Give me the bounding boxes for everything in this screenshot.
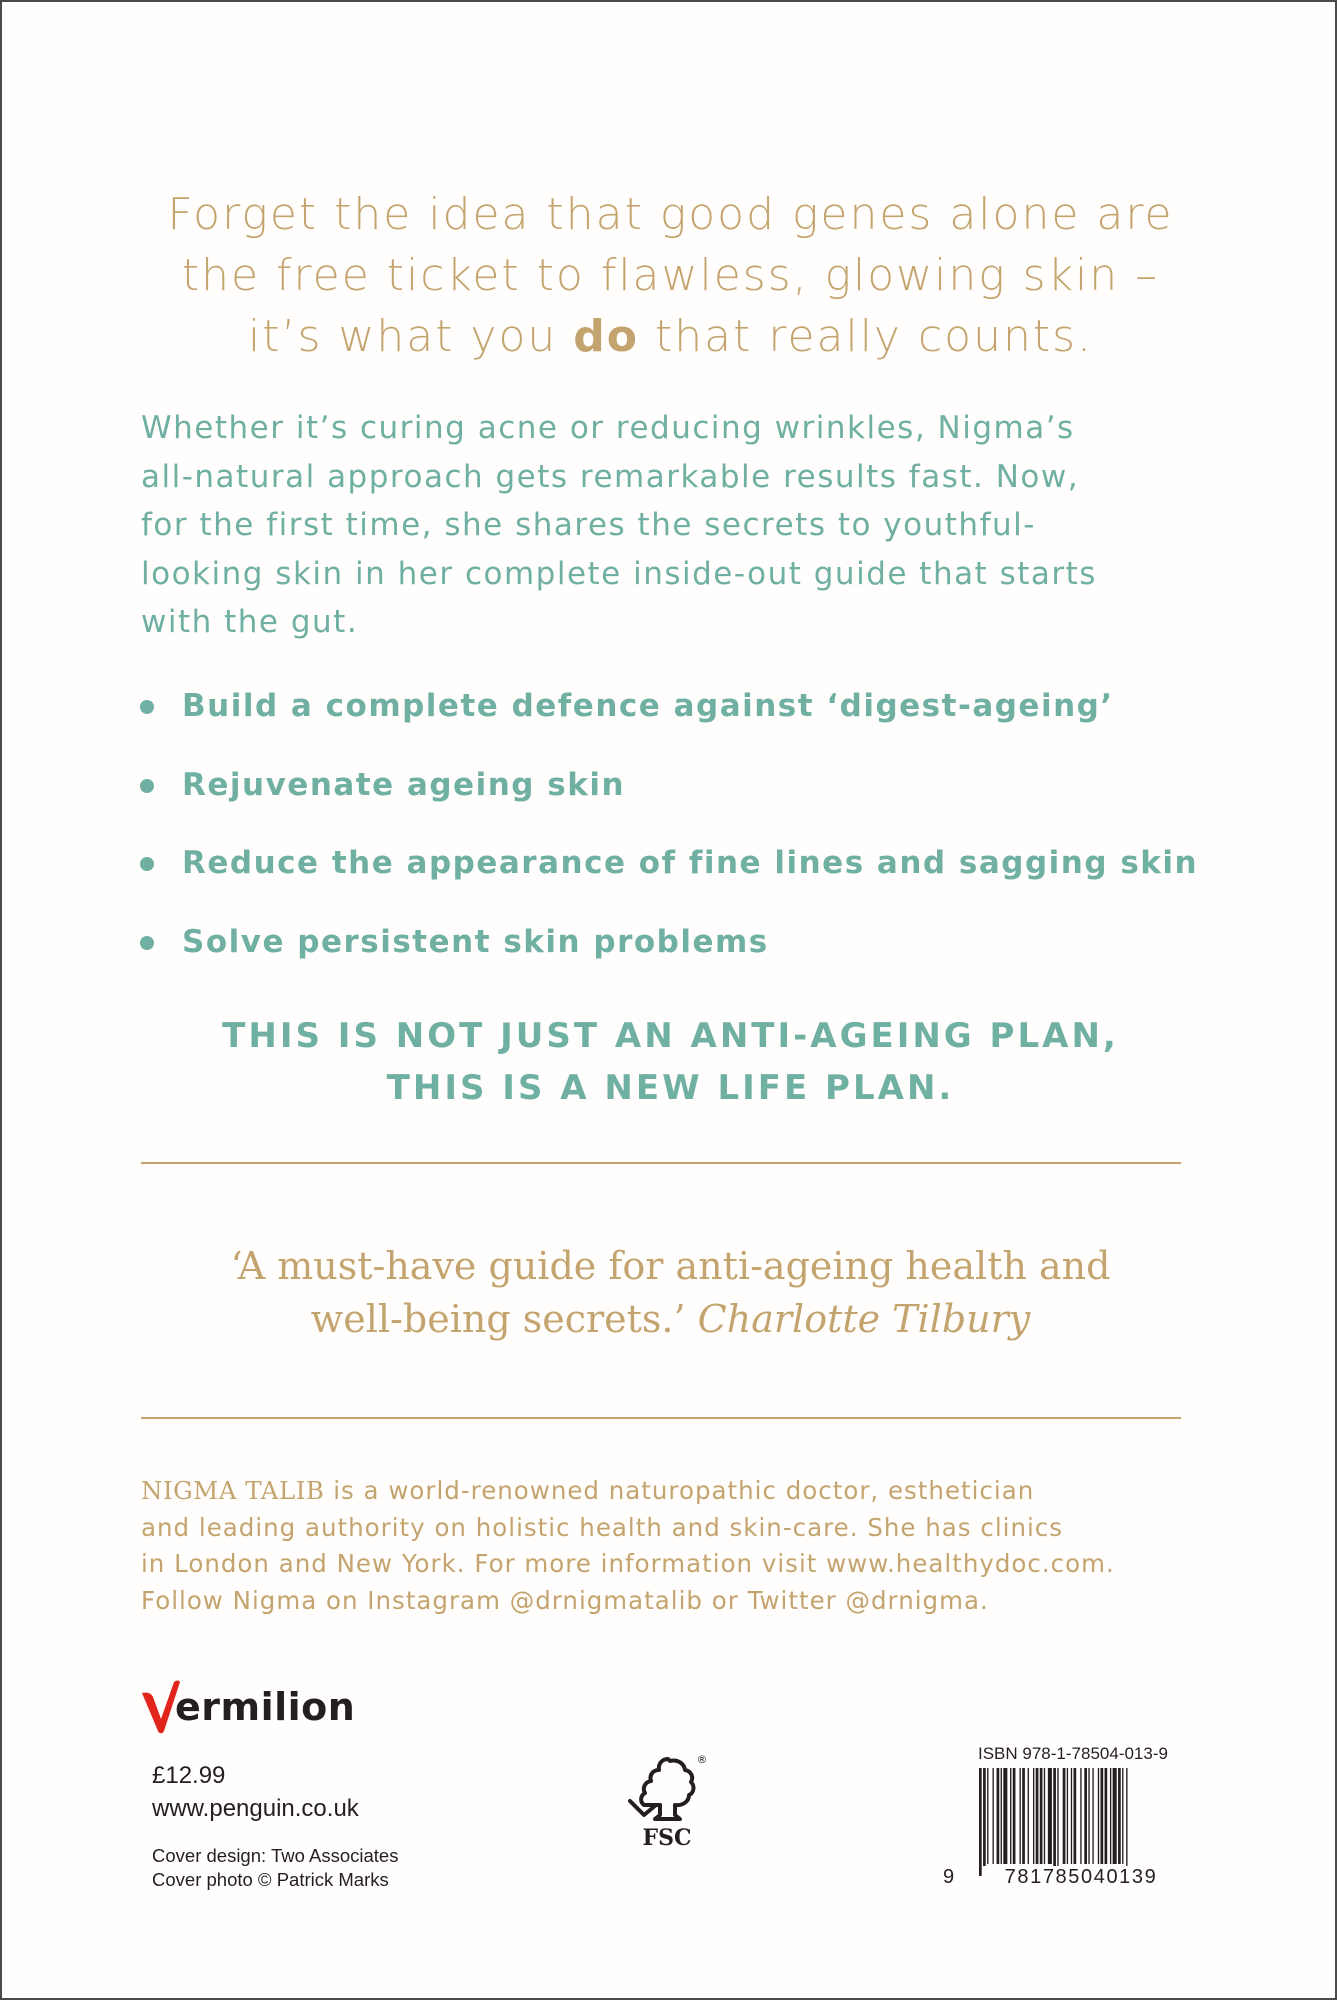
bio-line-4: Follow Nigma on Instagram @drnigmatalib or Twitter @drnigma.: [141, 1585, 989, 1615]
price-block: [152, 1759, 359, 1825]
endorsement-quote: [102, 1240, 1239, 1346]
headline-line-2: the free ticket to flawless, glowing skin –: [181, 250, 1160, 301]
price: £12.99: [152, 1762, 226, 1789]
benefit-item: [136, 914, 1266, 993]
barcode-bar: [987, 1768, 988, 1864]
quote-line-2: [102, 1293, 1239, 1346]
fsc-logo: [622, 1749, 712, 1849]
tagline-line-1: THIS IS NOT JUST AN ANTI-AGEING PLAN,: [222, 1016, 1119, 1056]
fsc-label: FSC: [642, 1825, 692, 1849]
barcode-bar: [1084, 1768, 1087, 1864]
barcode-bar: [1057, 1768, 1058, 1876]
barcode-bar: [1028, 1768, 1029, 1864]
barcode-bar: [1110, 1768, 1111, 1864]
benefit-text: Rejuvenate ageing skin: [182, 766, 626, 803]
barcode-bar: [1092, 1768, 1093, 1864]
bullet-dot-icon: [140, 700, 154, 714]
barcode-icon: [978, 1768, 1182, 1876]
barcode-bar: [1067, 1768, 1068, 1864]
benefit-item: [136, 757, 1266, 836]
bullet-dot-icon: [140, 936, 154, 950]
author-name: NIGMA TALIB: [141, 1476, 325, 1505]
divider-bottom: [141, 1417, 1181, 1419]
barcode-bar: [1098, 1768, 1099, 1864]
barcode-digits: 781785040139: [982, 1866, 1180, 1888]
barcode-bar: [1044, 1768, 1045, 1864]
benefit-item: [136, 835, 1266, 914]
fsc-tree-logo-icon: [622, 1749, 712, 1849]
quote-attribution: Charlotte Tilbury: [697, 1297, 1031, 1341]
cover-photo-credit: Cover photo © Patrick Marks: [152, 1869, 389, 1890]
headline-line-3-start: it’s what you: [247, 311, 574, 362]
barcode-bar: [1033, 1768, 1034, 1864]
barcode-bar: [1013, 1768, 1016, 1864]
barcode-bar: [1080, 1768, 1081, 1864]
barcode-bar: [1048, 1768, 1052, 1864]
barcode-bar: [1020, 1768, 1021, 1864]
benefit-list: [136, 678, 1266, 992]
barcode-bar: [1003, 1768, 1007, 1864]
barcode-bar: [997, 1768, 1000, 1864]
barcode-bar: [1118, 1768, 1121, 1864]
benefit-text: Solve persistent skin problems: [182, 923, 769, 960]
barcode-bar: [1113, 1768, 1117, 1864]
fsc-registered-mark: ®: [696, 1753, 708, 1766]
headline-line-3-end: that really counts.: [639, 311, 1094, 362]
cover-design-credit: Cover design: Two Associates: [152, 1845, 399, 1866]
quote-line-2-text: well-being secrets.’: [310, 1297, 698, 1341]
barcode-bar: [1122, 1768, 1123, 1864]
headline: [82, 184, 1259, 367]
barcode-bar: [1126, 1768, 1127, 1876]
barcode-bar: [1101, 1768, 1104, 1864]
publisher-website: www.penguin.co.uk: [152, 1795, 359, 1822]
barcode-bar: [1063, 1768, 1066, 1864]
bullet-dot-icon: [140, 857, 154, 871]
benefit-text: Build a complete defence against ‘digest-ageing’: [182, 688, 1114, 724]
divider-top: [141, 1162, 1181, 1164]
cover-credits: [152, 1844, 398, 1892]
bio-line-3: in London and New York. For more information visit www.healthydoc.com.: [141, 1549, 1115, 1578]
barcode-bar: [1001, 1768, 1002, 1864]
barcode-bar: [1022, 1768, 1025, 1864]
intro-paragraph: [141, 404, 1221, 647]
barcode-bar: [979, 1768, 982, 1876]
barcode-bar: [983, 1768, 986, 1876]
logo-wordmark: ermilion: [175, 1685, 356, 1729]
intro-line-3: for the first time, she shares the secrets to youthful-: [141, 507, 1036, 543]
bio-line-2: and leading authority on holistic health and skin-care. She has clinics: [141, 1512, 1064, 1542]
intro-line-1: Whether it’s curing acne or reducing wrinkles, Nigma’s: [141, 410, 1075, 446]
headline-line-3: [82, 306, 1259, 367]
benefit-item: [136, 678, 1266, 757]
isbn-label: ISBN 978-1-78504-013-9: [978, 1744, 1168, 1763]
intro-line-4: looking skin in her complete inside-out guide that starts: [141, 555, 1097, 592]
bio-line-1-rest: is a world-renowned naturopathic doctor, esthetician: [324, 1476, 1035, 1505]
barcode-bar: [1074, 1768, 1077, 1864]
intro-line-5: with the gut.: [141, 604, 359, 640]
headline-emphasis: do: [573, 311, 639, 362]
barcode-bar: [1040, 1768, 1043, 1864]
barcode-bar: [993, 1768, 994, 1864]
barcode-bar: [1053, 1768, 1056, 1876]
barcode-bar: [1036, 1768, 1039, 1864]
barcode-first-digit: 9: [943, 1866, 955, 1888]
barcode-bar: [1071, 1768, 1072, 1864]
tagline: [102, 1010, 1239, 1114]
quote-line-1: ‘A must-have guide for anti-ageing health and: [230, 1244, 1111, 1288]
barcode-bar: [1088, 1768, 1089, 1864]
benefit-text: Reduce the appearance of fine lines and sagging skin: [182, 845, 1199, 881]
intro-line-2: all-natural approach gets remarkable results fast. Now,: [141, 458, 1080, 495]
barcode-bar: [1105, 1768, 1108, 1864]
bullet-dot-icon: [140, 779, 154, 793]
vermilion-logo: [141, 1677, 381, 1737]
barcode-bar: [1010, 1768, 1011, 1864]
headline-line-1: Forget the idea that good genes alone are: [167, 189, 1174, 240]
tagline-line-2: THIS IS A NEW LIFE PLAN.: [386, 1068, 955, 1108]
bio-line-1: [141, 1473, 1261, 1510]
author-bio: [141, 1473, 1261, 1619]
